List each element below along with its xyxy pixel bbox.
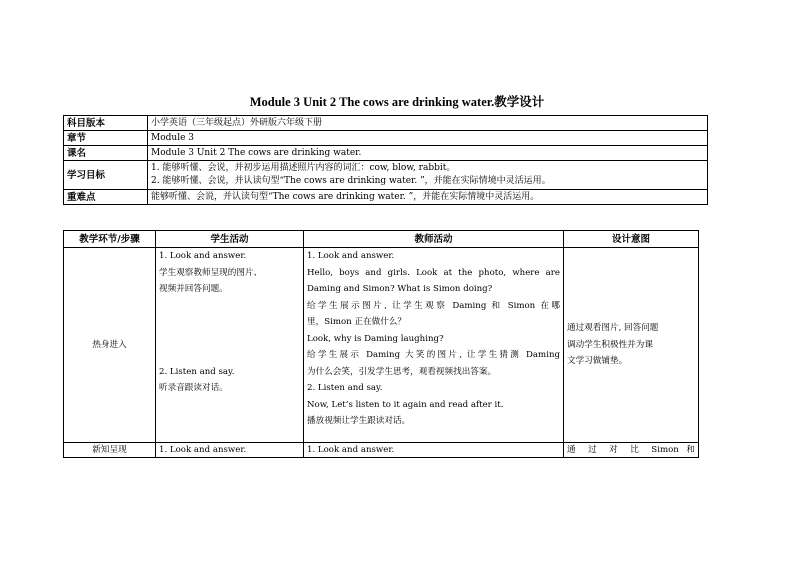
info-row-lesson [64,146,708,161]
student-line: 学生观察教师呈现的图片、 [159,267,263,278]
info-value: 能够听懂、会说，并认读句型“The cows are drinking water. ”，并能在实际情境中灵活运用。 [148,190,708,205]
info-label: 章节 [64,131,148,146]
info-row-keypoints [64,190,708,205]
plan-row-warmup [64,248,699,443]
page-title: Module 3 Unit 2 The cows are drinking water.教学设计 [249,95,545,109]
info-row-chapter [64,131,708,146]
teacher-activity-cell [304,248,564,443]
info-value: Module 3 [148,131,708,146]
teacher-line: 给学生展示 Daming 大笑的图片, 让学生猜测 Daming [307,350,560,360]
info-label: 重难点 [64,190,148,205]
student-line: 视频并回答问题。 [159,284,228,294]
teacher-line: 里，Simon 正在做什么？ [307,317,406,327]
stage-cell: 热身进入 [64,248,156,443]
plan-header-row [64,231,699,248]
header-teacher: 教师活动 [304,231,564,248]
plan-row-presentation [64,442,699,457]
header-intent: 设计意图 [564,231,699,248]
intent-line: 通过观看图片, 回答问题 [567,323,659,333]
lesson-plan-table [63,230,699,458]
header-student: 学生活动 [156,231,304,248]
info-label: 学习目标 [64,161,148,190]
goal-line: 2. 能够听懂、会说，并认读句型“The cows are drinking water. ”，并能在实际情境中灵活运用。 [151,176,551,186]
student-activity-cell [156,248,304,443]
teacher-line: 为什么会笑，引发学生思考，观看视频找出答案。 [307,366,497,377]
teacher-line: Daming and Simon? What is Simon doing? [307,284,493,294]
teacher-line: 1. Look and answer. [307,251,395,261]
info-row-subject [64,116,708,131]
info-value: 小学英语（三年级起点）外研版六年级下册 [148,116,708,131]
teacher-line: Now, Let’s listen to it again and read after it. [307,399,504,410]
info-value: Module 3 Unit 2 The cows are drinking water. [148,146,708,161]
teacher-line: 2. Listen and say. [307,383,383,393]
student-activity-cell: 1. Look and answer. [156,442,304,457]
design-intent-cell [564,248,699,443]
info-label: 科目版本 [64,116,148,131]
info-label: 课名 [64,146,148,161]
course-info-table [63,115,708,205]
info-row-goals [64,161,708,190]
design-intent-cell: 通 过 对 比 Simon 和 [564,442,699,457]
teacher-line: 给学生展示图片, 让学生观察 Daming 和 Simon 在哪 [307,300,560,311]
student-line: 1. Look and answer. [159,251,247,261]
teacher-activity-cell: 1. Look and answer. [304,442,564,457]
teacher-line: 播放视频让学生跟读对话。 [307,416,411,426]
header-stage: 教学环节/步骤 [64,231,156,248]
intent-line: 调动学生积极性并为课 [567,339,653,350]
intent-line: 文学习做铺垫。 [567,356,628,366]
info-value [148,161,708,190]
goal-line: 1. 能够听懂、会说，并初步运用描述照片内容的词汇：cow, blow, rabbit。 [151,163,456,173]
stage-cell: 新知呈现 [64,442,156,457]
student-line: 2. Listen and say. [159,366,235,377]
student-line: 听录音跟读对话。 [159,383,228,393]
teacher-line: Hello, boys and girls. Look at the photo, where are [307,267,560,278]
teacher-line: Look, why is Daming laughing? [307,333,444,344]
